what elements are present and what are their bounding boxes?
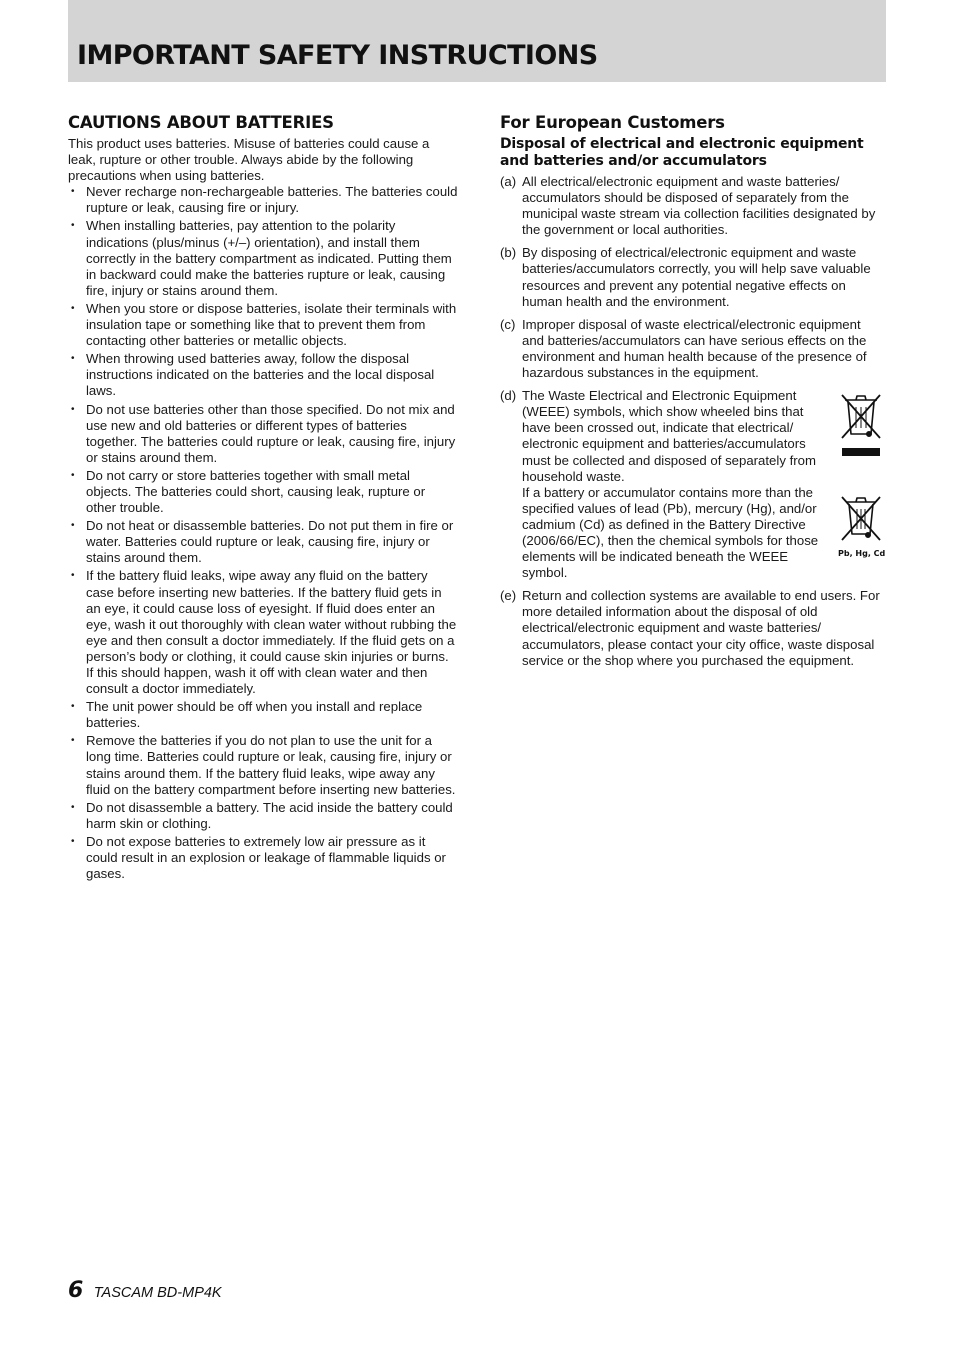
disposal-list (500, 174, 886, 669)
list-item: • Do not use batteries other than those specified. Do not mix and use new and old batteries or different types of batteries together. The batteries could rupture or leak, causing fire, injury or stains around them. (68, 402, 458, 466)
list-item: • Never recharge non-rechargeable batteries. The batteries could rupture or leak, causing fire or injury. (68, 184, 458, 216)
header-band (68, 0, 886, 82)
batteries-intro: This product uses batteries. Misuse of batteries could cause a leak, rupture or other trouble. Always abide by the following precautions when using batteries. (68, 136, 430, 184)
item-text: The Waste Electrical and Electronic Equipment (WEEE) symbols, which show wheeled bins that have been crossed out, indicate that electrical/ electronic equipment and batteries/accumulators must be collected and disposed of separately from household waste. (522, 388, 816, 484)
list-item: • The unit power should be off when you install and replace batteries. (68, 699, 458, 731)
batteries-section (68, 112, 458, 884)
item-text: By disposing of electrical/electronic equipment and waste batteries/accumulators correctly, you will help save valuable resources and prevent any potential negative effects on human health and the environment. (522, 245, 871, 309)
batteries-heading: CAUTIONS ABOUT BATTERIES (68, 113, 334, 132)
item-text: Return and collection systems are available to end users. For more detailed information about the disposal of old electrical/electronic equipment and waste batteries/ accumulators, please contact your city office, waste disposal service or the shop where you purchased the equipment. (522, 588, 880, 668)
list-item (500, 388, 886, 581)
item-marker: (a) (500, 174, 517, 189)
list-item (500, 245, 886, 309)
disposal-subheading: Disposal of electrical and electronic equipment and batteries and/or accumulators (500, 136, 864, 169)
item-marker: (d) (500, 388, 517, 404)
item-marker: (b) (500, 245, 517, 261)
weee-bin-icon (838, 390, 884, 460)
list-item: • Do not expose batteries to extremely low air pressure as it could result in an explosion or leakage of flammable liquids or gases. (68, 834, 458, 882)
item-marker: (c) (500, 316, 516, 332)
batteries-list (68, 184, 458, 882)
page-title: IMPORTANT SAFETY INSTRUCTIONS (77, 40, 598, 71)
item-text: All electrical/electronic equipment and waste batteries/ accumulators should be disposed of separately from the municipal waste stream via collection facilities designated by the government or local authorities. (522, 174, 876, 238)
list-item: • When throwing used batteries away, follow the disposal instructions indicated on the batteries and the local disposal laws. (68, 351, 458, 399)
item-marker: (e) (500, 588, 517, 604)
list-item: • Do not heat or disassemble batteries. Do not put them in fire or water. Batteries could rupture or leak, causing fire, injury or stains around them. (68, 518, 458, 566)
list-item (500, 588, 886, 668)
european-heading: For European Customers (500, 113, 725, 132)
item-text: Improper disposal of waste electrical/electronic equipment and batteries/accumulators can have serious effects on the environment and human health because of the presence of hazardous substances in the equipment. (522, 316, 867, 381)
list-item: • When you store or dispose batteries, isolate their terminals with insulation tape or something like that to prevent them from contacting other batteries or metallic objects. (68, 301, 458, 349)
list-item: • Remove the batteries if you do not plan to use the unit for a long time. Batteries could rupture or leak, causing fire, injury or stains around them. If the battery fluid leaks, wipe away any fluid on the battery compartment before inserting new batteries. (68, 733, 458, 797)
model-name: TASCAM BD-MP4K (93, 1285, 222, 1301)
page-number: 6 (68, 1278, 84, 1303)
list-item: • Do not carry or store batteries together with small metal objects. The batteries could short, causing leak, rupture or other trouble. (68, 468, 458, 516)
item-text-2: If a battery or accumulator contains more than the specified values of lead (Pb), mercury (Hg), and/or cadmium (Cd) as defined in the Battery Directive (2006/66/EC), then the chemical symbols for those elements will be indicated beneath the WEEE symbol. (522, 484, 819, 581)
list-item (500, 174, 886, 238)
weee-battery-icon (838, 494, 888, 558)
weee-battery-label: Pb, Hg, Cd (838, 549, 886, 559)
european-section (500, 112, 886, 676)
list-item: • When installing batteries, pay attention to the polarity indications (plus/minus (+/–) orientation), and install them correctly in the battery compartment as indicated. Putting them in backward could make the batteries rupture or leak, causing fire, injury or stains around them. (68, 218, 458, 298)
list-item (500, 317, 886, 381)
list-item: • Do not disassemble a battery. The acid inside the battery could harm skin or clothing. (68, 800, 458, 832)
page-footer (68, 1278, 222, 1303)
list-item: • If the battery fluid leaks, wipe away any fluid on the battery case before inserting new batteries. If the battery fluid gets in an eye, it could cause loss of eyesight. If fluid does enter an eye, wash it out thoroughly with clean water without rubbing the eye and then consult a doctor immediately. If the fluid gets on a person’s body or clothing, it could cause skin injuries or burns. If this should happen, wash it off with clean water and then consult a doctor immediately. (68, 568, 458, 697)
